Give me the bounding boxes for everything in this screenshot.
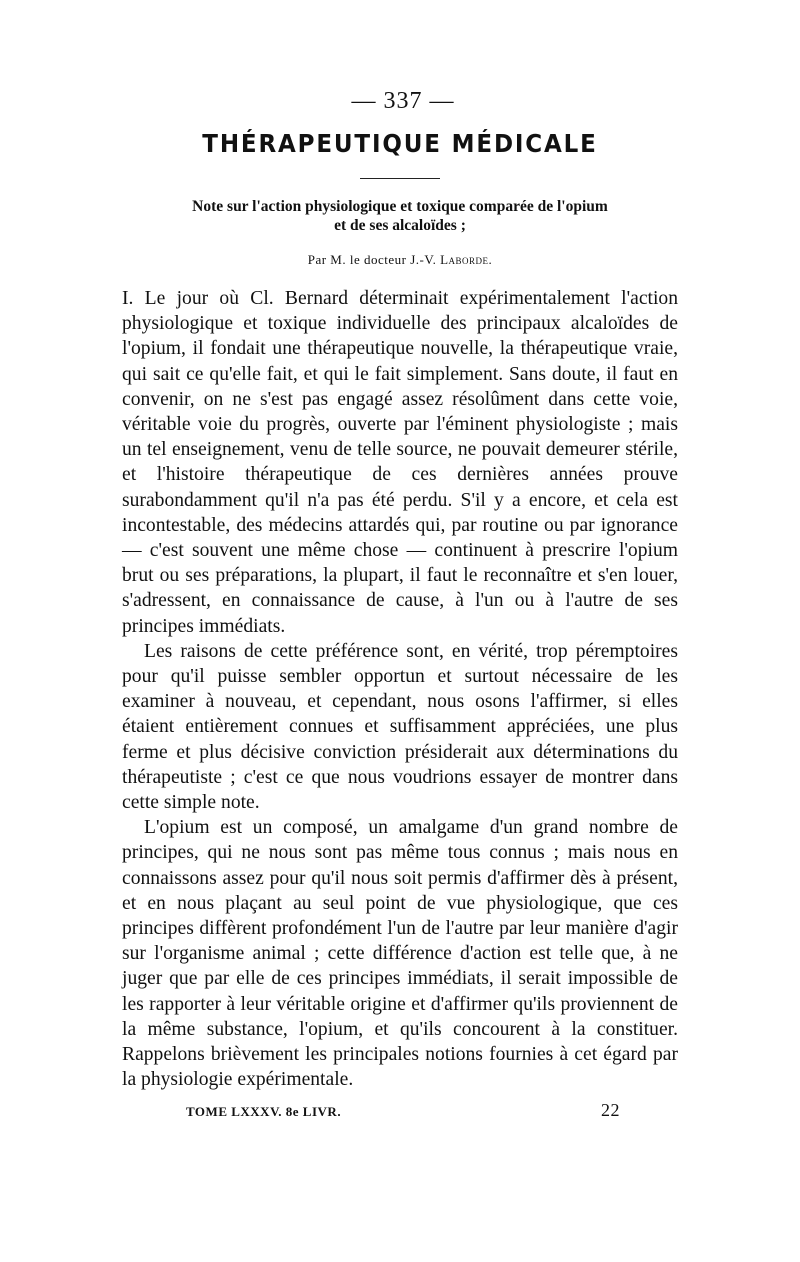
book-page xyxy=(122,84,678,1120)
paragraph-3: L'opium est un composé, un amalgame d'un grand nombre de principes, qui ne nous sont pas même tous connus ; mais nous en connaissons assez pour qu'il nous soit permis d'affirmer dès à présent, et en nous plaçant au seul point de vue physiologique, que ces principes diffèrent profondément l'un de l'autre par leur manière d'agir sur l'organisme animal ; cette différence d'action est telle que, à ne juger que par elle de ces principes immédiats, il serait impossible de les rapporter à leur véritable origine et d'affirmer qu'ils proviennent de la même substance, l'opium, et qu'ils concourent à la constituer. Rappelons brièvement les principales notions fournies à cet égard par la physiologie expérimentale. xyxy=(122,817,678,1091)
page-number: — 337 — xyxy=(351,88,455,114)
byline-prefix: Par M. le docteur J.-V. xyxy=(307,252,437,267)
article-title-line-1: Note sur l'action physiologique et toxique comparée de l'opium xyxy=(192,198,608,215)
byline xyxy=(122,252,678,268)
section-title: THÉRAPEUTIQUE MÉDICALE xyxy=(202,129,598,158)
section-rule xyxy=(360,178,440,179)
volume-info: TOME LXXXV. 8e LIVR. xyxy=(186,1104,342,1119)
article-title-line-2: et de ses alcaloïdes ; xyxy=(334,217,466,234)
article-body xyxy=(122,286,678,1093)
byline-author: Laborde. xyxy=(440,252,493,267)
article-title xyxy=(122,197,678,235)
signature-mark: 22 xyxy=(601,1100,620,1120)
paragraph-1: I. Le jour où Cl. Bernard déterminait expérimentalement l'action physiologique et toxique individuelle des principaux alcaloïdes de l'opium, il fondait une thérapeutique nouvelle, la thérapeutique vraie, qui sait ce qu'elle fait, et qui le fait simplement. Sans doute, il faut en convenir, on ne s'est pas engagé assez résolûment dans cette voie, véritable voie du progrès, ouverte par l'éminent physiologiste ; mais un tel enseignement, venu de telle source, ne pouvait demeurer stérile, et l'histoire thérapeutique de ces dernières années prouve surabondamment qu'il n'a pas été perdu. S'il y a encore, et cela est incontestable, des médecins attardés qui, par routine ou par ignorance — c'est souvent une même chose — continuent à prescrire l'opium brut ou ses préparations, la plupart, il faut le reconnaître et s'en louer, s'adressent, en connaissance de cause, à l'un ou à l'autre de ses principes immédiats. xyxy=(122,288,678,637)
paragraph-2: Les raisons de cette préférence sont, en vérité, trop péremptoires pour qu'il puisse sembler opportun et surtout nécessaire de les examiner à nouveau, et cependant, nous osons l'affirmer, si elles étaient entièrement connues et suffisamment appréciées, une plus ferme et plus décisive conviction présiderait aux déterminations du thérapeutiste ; c'est ce que nous voudrions essayer de montrer dans cette simple note. xyxy=(122,640,678,814)
